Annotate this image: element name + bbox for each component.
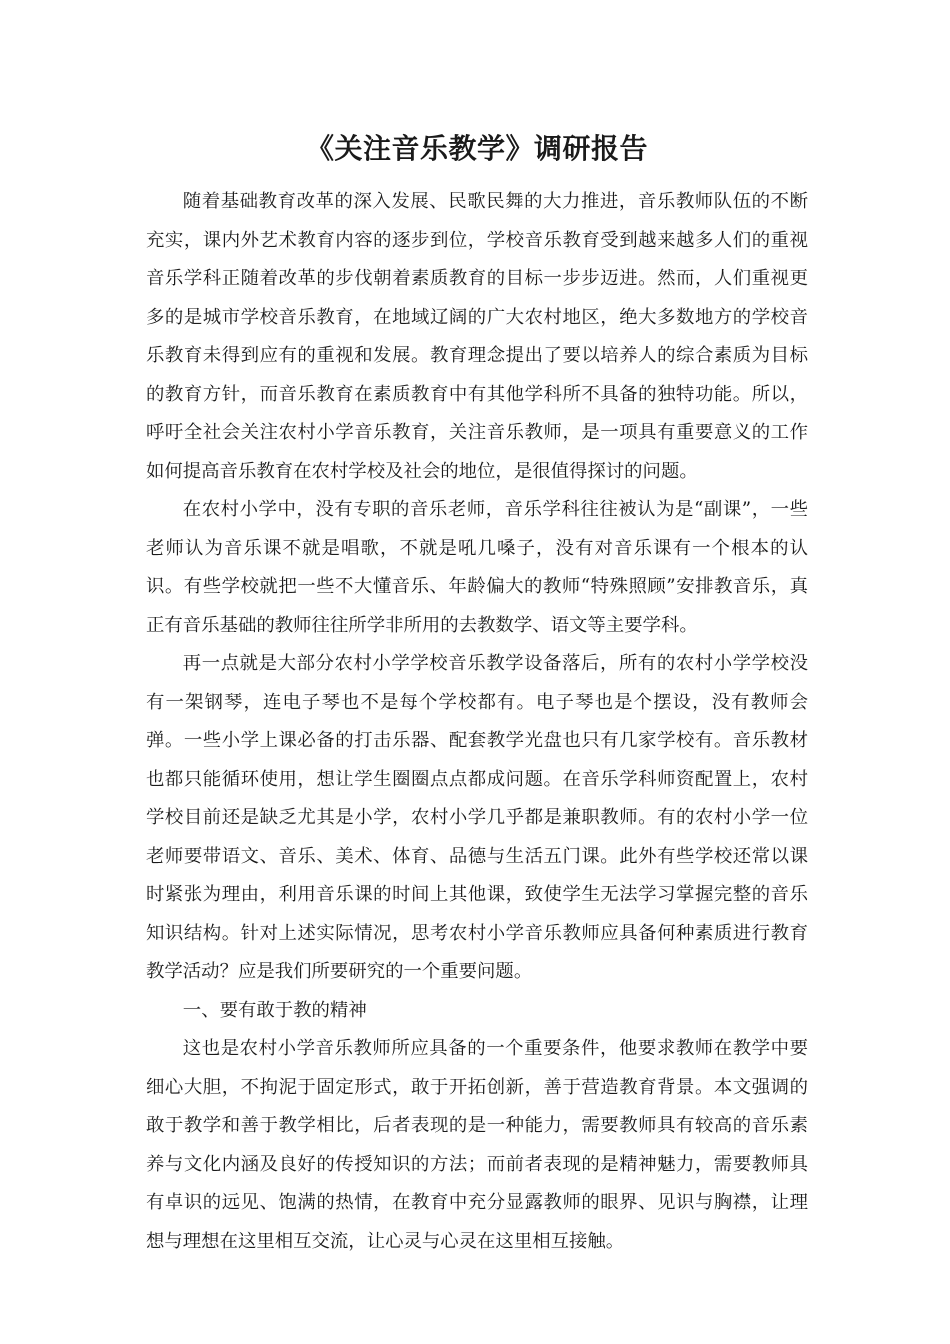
section-heading: 一、要有敢于教的精神 <box>182 999 367 1021</box>
document-body <box>146 125 808 1261</box>
paragraph-section-one: 这也是农村小学音乐教师所应具备的一个重要条件，他要求教师在教学中要细心大胆，不拘泥于固定形式，敢于开拓创新，善于营造教育背景。本文强调的敢于教学和善于教学相比，后者表现的是一种能力，需要教师具有较高的音乐素养与文化内涵及良好的传授知识的方法；而前者表现的是精神魅力，需要教师具有卓识的远见、饱满的热情，在教育中充分显露教师的眼界、见识与胸襟，让理想与理想在这里相互交流，让心灵与心灵在这里相互接触。 <box>146 1038 808 1252</box>
paragraph-equipment: 再一点就是大部分农村小学学校音乐教学设备落后，所有的农村小学学校没有一架钢琴，连电子琴也不是每个学校都有。电子琴也是个摆设，没有教师会弹。一些小学上课必备的打击乐器、配套教学光盘也只有几家学校有。音乐教材也都只能循环使用，想让学生圈圈点点都成问题。在音乐学科师资配置上，农村学校目前还是缺乏尤其是小学，农村小学几乎都是兼职教师。有的农村小学一位老师要带语文、音乐、美术、体育、品德与生活五门课。此外有些学校还常以课时紧张为理由，利用音乐课的时间上其他课，致使学生无法学习掌握完整的音乐知识结构。针对上述实际情况，思考农村小学音乐教师应具备何种素质进行教育教学活动？应是我们所要研究的一个重要问题。 <box>146 653 808 982</box>
document-title: 《关注音乐教学》调研报告 <box>305 132 648 165</box>
paragraph-intro: 随着基础教育改革的深入发展、民歌民舞的大力推进，音乐教师队伍的不断充实，课内外艺术教育内容的逐步到位，学校音乐教育受到越来越多人们的重视音乐学科正随着改革的步伐朝着素质教育的目标一步步迈进。然而，人们重视更多的是城市学校音乐教育，在地域辽阔的广大农村地区，绝大多数地方的学校音乐教育未得到应有的重视和发展。教育理念提出了要以培养人的综合素质为目标的教育方针，而音乐教育在素质教育中有其他学科所不具备的独特功能。所以，呼吁全社会关注农村小学音乐教育，关注音乐教师，是一项具有重要意义的工作如何提高音乐教育在农村学校及社会的地位，是很值得探讨的问题。 <box>146 191 808 482</box>
paragraph-teachers: 在农村小学中，没有专职的音乐老师，音乐学科往往被认为是“副课”，一些老师认为音乐课不就是唱歌，不就是吼几嗓子，没有对音乐课有一个根本的认识。有些学校就把一些不大懂音乐、年龄偏大的教师“特殊照顾”安排教音乐，真正有音乐基础的教师往往所学非所用的去教数学、语文等主要学科。 <box>146 499 808 636</box>
